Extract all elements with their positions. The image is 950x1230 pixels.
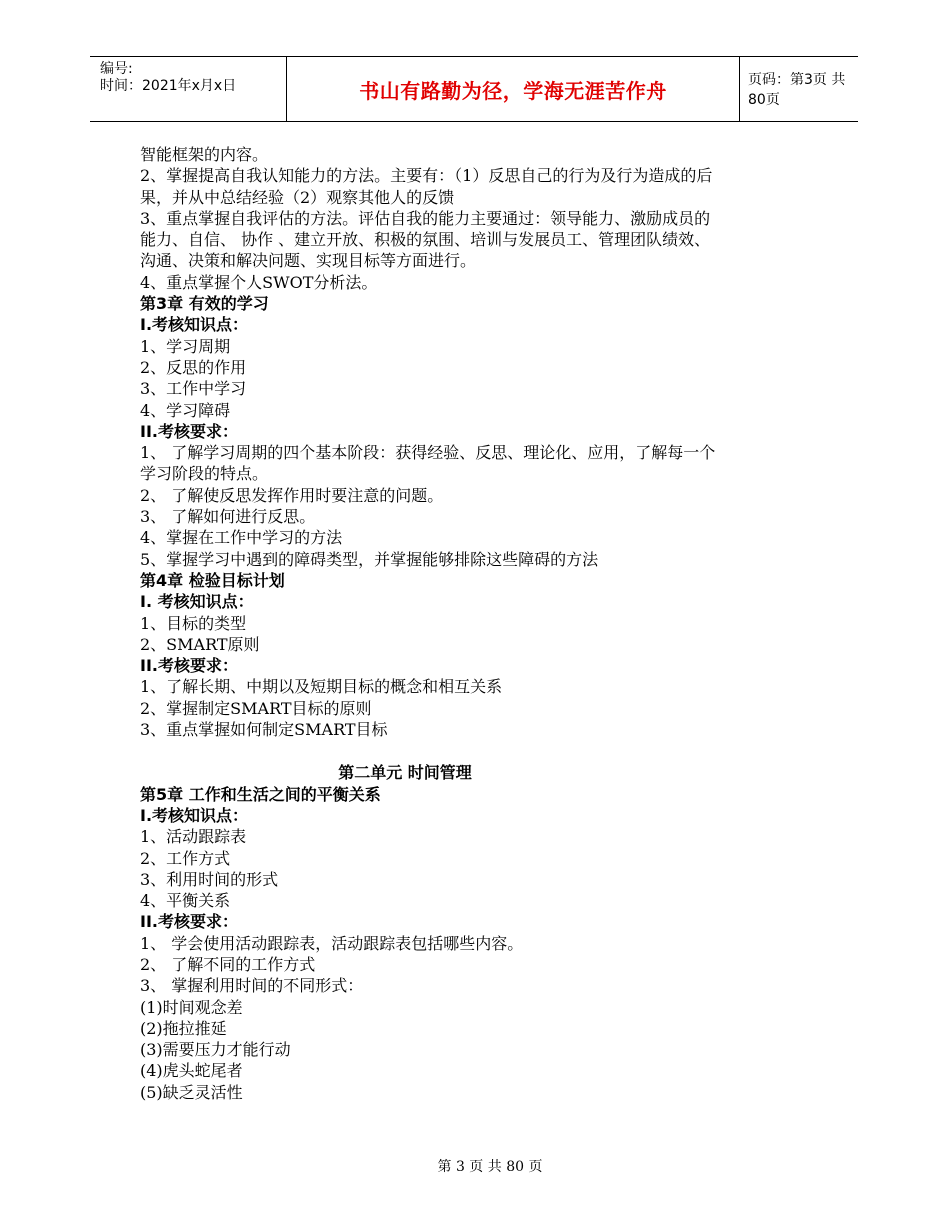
header-motto-cell (286, 57, 740, 121)
header-page-info-cell (740, 57, 858, 121)
text-line: 1、目标的类型 (140, 613, 247, 633)
text-line: (2)拖拉推延 (140, 1018, 227, 1038)
section-heading: 第3章 有效的学习 (140, 294, 269, 314)
text-line: 1、了解长期、中期以及短期目标的概念和相互关系 (140, 677, 503, 697)
text-line: 3、利用时间的形式 (140, 869, 279, 889)
text-line: 2、工作方式 (140, 848, 231, 868)
text-line: 学习阶段的特点。 (140, 464, 269, 484)
page-info: 页码：第3页 共80页 (748, 72, 846, 108)
section-heading: I.考核知识点： (140, 315, 249, 335)
text-line: (3)需要压力才能行动 (140, 1040, 291, 1060)
text-line: 4、重点掌握个人SWOT分析法。 (140, 272, 378, 292)
header-meta (90, 57, 286, 121)
text-line: 3、重点掌握如何制定SMART目标 (140, 720, 388, 740)
section-heading: 第5章 工作和生活之间的平衡关系 (140, 784, 381, 804)
text-line: 沟通、决策和解决问题、实现目标等方面进行。 (140, 251, 477, 271)
footer-page-number: 第 3 页 共 80 页 (437, 1159, 543, 1175)
text-line: 4、掌握在工作中学习的方法 (140, 528, 343, 548)
time-label: 时间：2021年x月x日 (100, 78, 237, 94)
text-line: 能力、自信、 协作 、建立开放、积极的氛围、培训与发展员工、管理团队绩效、 (140, 230, 711, 250)
page-header (90, 56, 858, 122)
text-line: (1)时间观念差 (140, 997, 243, 1017)
text-line: (5)缺乏灵活性 (140, 1082, 243, 1102)
text-line: 果，并从中总结经验（2）观察其他人的反馈 (140, 187, 455, 207)
section-heading: 第二单元 时间管理 (338, 763, 472, 783)
blank-line (140, 740, 820, 762)
text-line: 2、 了解不同的工作方式 (140, 954, 316, 974)
section-heading: II.考核要求： (140, 421, 238, 441)
text-line: 2、掌握提高自我认知能力的方法。主要有：（1）反思自己的行为及行为造成的后 (140, 166, 713, 186)
text-line: 3、工作中学习 (140, 379, 247, 399)
text-line: 3、重点掌握自我评估的方法。评估自我的能力主要通过：领导能力、激励成员的 (140, 208, 711, 228)
text-line: 智能框架的内容。 (140, 145, 269, 164)
text-line: (4)虎头蛇尾者 (140, 1061, 243, 1081)
text-line: 4、平衡关系 (140, 891, 231, 911)
text-line: 3、 掌握利用时间的不同形式： (140, 976, 364, 996)
section-heading: I. 考核知识点： (140, 592, 254, 612)
text-line: 2、SMART原则 (140, 634, 260, 654)
section-heading: II.考核要求： (140, 656, 238, 676)
section-heading: I.考核知识点： (140, 805, 249, 825)
text-line: 1、 学会使用活动跟踪表，活动跟踪表包括哪些内容。 (140, 933, 524, 953)
motto: 书山有路勤为径，学海无涯苦作舟 (359, 78, 667, 103)
document-body (140, 144, 820, 1103)
section-heading: II.考核要求： (140, 912, 238, 932)
text-line: 1、学习周期 (140, 336, 231, 356)
text-line: 5、掌握学习中遇到的障碍类型，并掌握能够排除这些障碍的方法 (140, 549, 599, 569)
text-line: 4、学习障碍 (140, 400, 231, 420)
section-heading: 第4章 检验目标计划 (140, 570, 285, 590)
page-footer (0, 1156, 950, 1176)
text-line: 2、掌握制定SMART目标的原则 (140, 698, 372, 718)
text-line: 2、反思的作用 (140, 357, 247, 377)
text-line: 2、 了解使反思发挥作用时要注意的问题。 (140, 485, 444, 505)
code-label: 编号: (100, 61, 133, 77)
text-line: 1、 了解学习周期的四个基本阶段：获得经验、反思、理论化、应用，了解每一个 (140, 443, 716, 463)
text-line: 1、活动跟踪表 (140, 827, 247, 847)
text-line: 3、 了解如何进行反思。 (140, 507, 316, 527)
